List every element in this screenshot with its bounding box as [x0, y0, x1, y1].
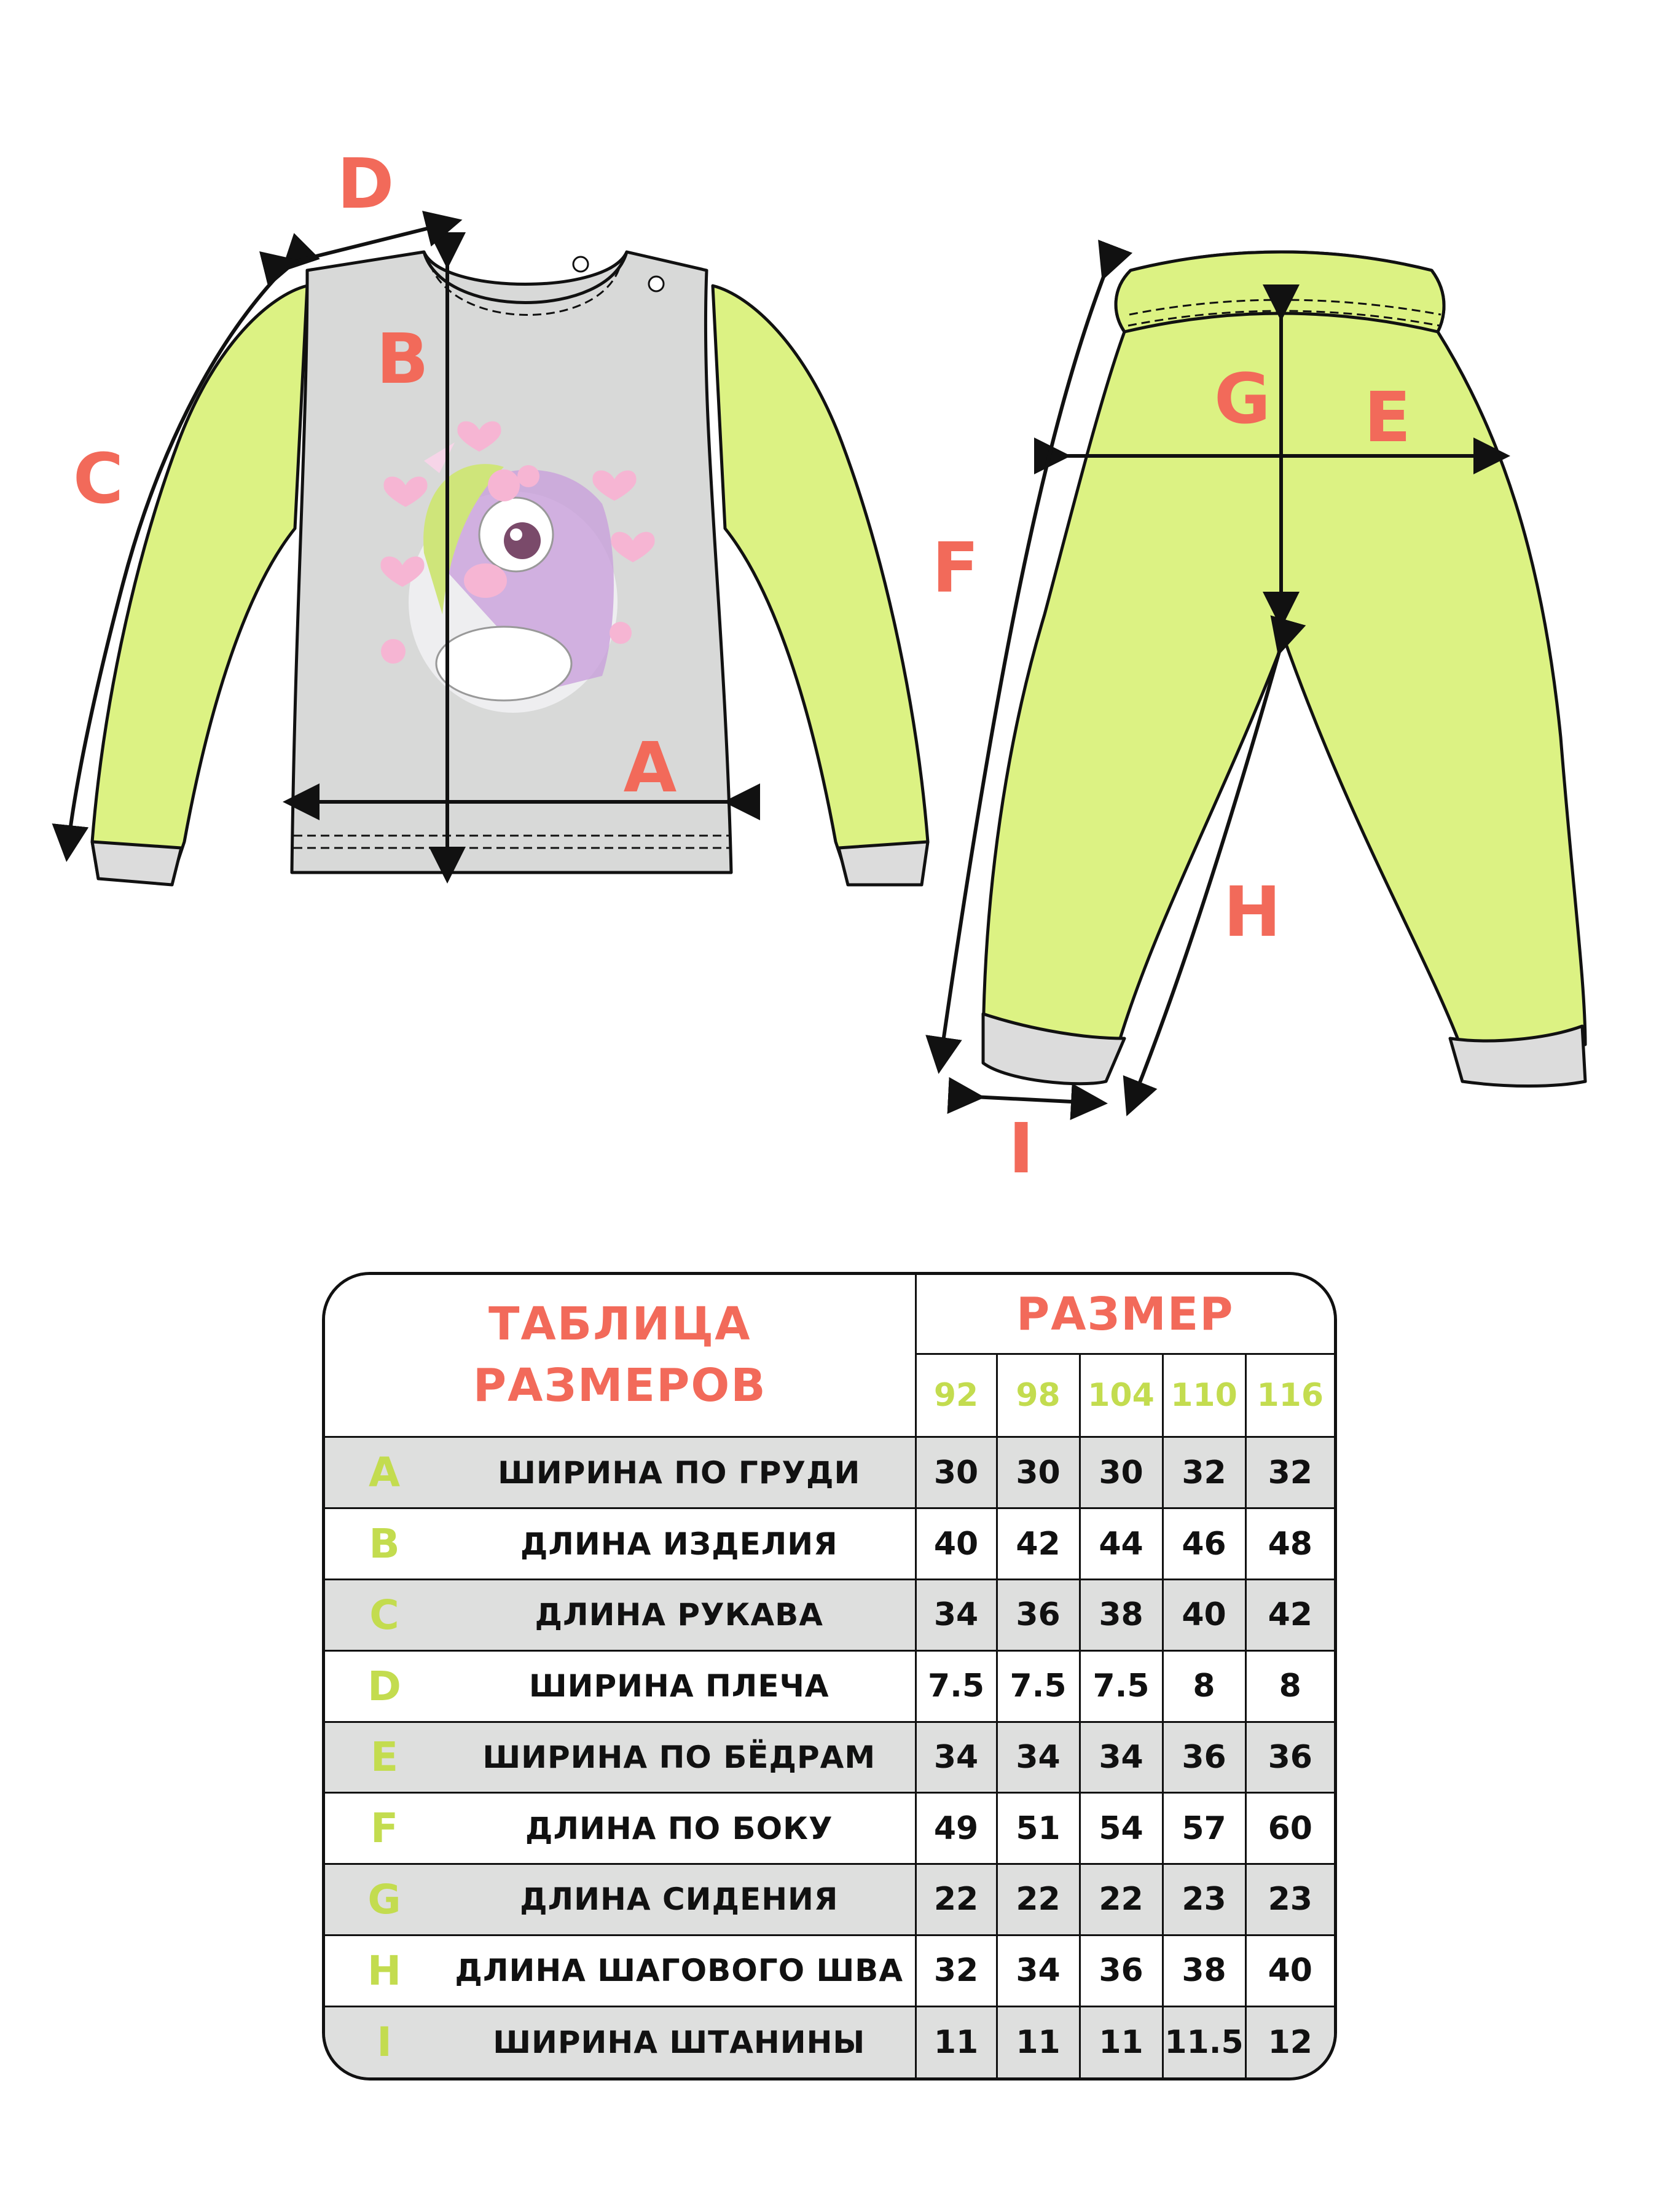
row-parameter: ДЛИНА ПО БОКУ — [444, 1793, 916, 1864]
left-cuff — [92, 842, 181, 885]
table-row — [325, 1864, 1334, 1936]
table-title-cell — [325, 1275, 916, 1437]
table-row — [325, 1579, 1334, 1650]
right-cuff — [839, 842, 928, 885]
row-value: 32 — [1163, 1437, 1245, 1508]
row-value: 60 — [1245, 1793, 1334, 1864]
row-value: 36 — [997, 1579, 1080, 1650]
row-value: 23 — [1163, 1864, 1245, 1936]
table-title-line2: РАЗМЕРОВ — [473, 1359, 767, 1413]
row-value: 7.5 — [916, 1650, 997, 1722]
arrow-i — [974, 1097, 1097, 1103]
row-value: 7.5 — [997, 1650, 1080, 1722]
row-value: 22 — [1080, 1864, 1163, 1936]
row-value: 51 — [997, 1793, 1080, 1864]
table-row — [325, 1437, 1334, 1508]
row-value: 11 — [1080, 2006, 1163, 2077]
size-column-header: 92 — [916, 1354, 997, 1437]
size-column-header: 98 — [997, 1354, 1080, 1437]
row-parameter: ШИРИНА ШТАНИНЫ — [444, 2006, 916, 2077]
table-row — [325, 1722, 1334, 1793]
table-row — [325, 2006, 1334, 2077]
right-sleeve — [713, 286, 928, 879]
pants — [983, 252, 1585, 1086]
measurement-label-f: F — [931, 528, 979, 608]
row-letter: A — [325, 1437, 444, 1508]
table-title — [325, 1294, 915, 1417]
row-value: 38 — [1080, 1579, 1163, 1650]
row-letter: H — [325, 1935, 444, 2006]
row-parameter: ШИРИНА ПО БЁДРАМ — [444, 1722, 916, 1793]
measurement-label-g: G — [1214, 359, 1271, 439]
measurement-label-h: H — [1223, 873, 1281, 952]
table-title-line1: ТАБЛИЦА — [488, 1298, 751, 1351]
row-value: 11.5 — [1163, 2006, 1245, 2077]
row-value: 11 — [916, 2006, 997, 2077]
row-parameter: ДЛИНА ШАГОВОГО ШВА — [444, 1935, 916, 2006]
row-letter: G — [325, 1864, 444, 1936]
row-value: 34 — [997, 1935, 1080, 2006]
row-value: 23 — [1245, 1864, 1334, 1936]
table-row — [325, 1793, 1334, 1864]
measurement-label-b: B — [376, 320, 429, 399]
row-value: 8 — [1245, 1650, 1334, 1722]
size-column-header: 116 — [1245, 1354, 1334, 1437]
row-value: 38 — [1163, 1935, 1245, 2006]
row-value: 22 — [997, 1864, 1080, 1936]
row-value: 8 — [1163, 1650, 1245, 1722]
row-value: 42 — [997, 1508, 1080, 1580]
row-value: 12 — [1245, 2006, 1334, 2077]
row-value: 40 — [916, 1508, 997, 1580]
size-column-header: 110 — [1163, 1354, 1245, 1437]
table-row — [325, 1935, 1334, 2006]
row-value: 32 — [916, 1935, 997, 2006]
row-value: 54 — [1080, 1793, 1163, 1864]
row-value: 42 — [1245, 1579, 1334, 1650]
row-value: 44 — [1080, 1508, 1163, 1580]
size-chart-table — [325, 1275, 1334, 2077]
row-parameter: ДЛИНА ИЗДЕЛИЯ — [444, 1508, 916, 1580]
measurement-label-d: D — [337, 144, 394, 224]
row-value: 36 — [1080, 1935, 1163, 2006]
snap-button — [573, 257, 588, 272]
row-letter: C — [325, 1579, 444, 1650]
size-header: РАЗМЕР — [916, 1275, 1334, 1354]
row-parameter: ШИРИНА ПО ГРУДИ — [444, 1437, 916, 1508]
row-value: 32 — [1245, 1437, 1334, 1508]
snap-button — [649, 276, 664, 291]
row-value: 40 — [1245, 1935, 1334, 2006]
table-row — [325, 1508, 1334, 1580]
row-value: 11 — [997, 2006, 1080, 2077]
row-parameter: ДЛИНА СИДЕНИЯ — [444, 1864, 916, 1936]
measurement-label-c: C — [73, 439, 124, 519]
measurement-label-i: I — [1008, 1109, 1034, 1189]
row-value: 34 — [997, 1722, 1080, 1793]
row-value: 22 — [916, 1864, 997, 1936]
row-letter: F — [325, 1793, 444, 1864]
row-value: 7.5 — [1080, 1650, 1163, 1722]
measurement-label-e: E — [1363, 378, 1411, 458]
row-letter: B — [325, 1508, 444, 1580]
row-value: 46 — [1163, 1508, 1245, 1580]
row-value: 49 — [916, 1793, 997, 1864]
row-value: 48 — [1245, 1508, 1334, 1580]
size-table — [322, 1272, 1337, 2081]
row-value: 34 — [916, 1722, 997, 1793]
size-column-header: 104 — [1080, 1354, 1163, 1437]
row-value: 30 — [1080, 1437, 1163, 1508]
row-letter: I — [325, 2006, 444, 2077]
row-value: 34 — [916, 1579, 997, 1650]
row-letter: E — [325, 1722, 444, 1793]
row-parameter: ШИРИНА ПЛЕЧА — [444, 1650, 916, 1722]
row-value: 30 — [916, 1437, 997, 1508]
row-value: 30 — [997, 1437, 1080, 1508]
row-parameter: ДЛИНА РУКАВА — [444, 1579, 916, 1650]
row-value: 36 — [1163, 1722, 1245, 1793]
row-value: 36 — [1245, 1722, 1334, 1793]
row-value: 57 — [1163, 1793, 1245, 1864]
row-value: 40 — [1163, 1579, 1245, 1650]
row-letter: D — [325, 1650, 444, 1722]
measurement-label-a: A — [623, 728, 677, 808]
row-value: 34 — [1080, 1722, 1163, 1793]
table-row — [325, 1650, 1334, 1722]
